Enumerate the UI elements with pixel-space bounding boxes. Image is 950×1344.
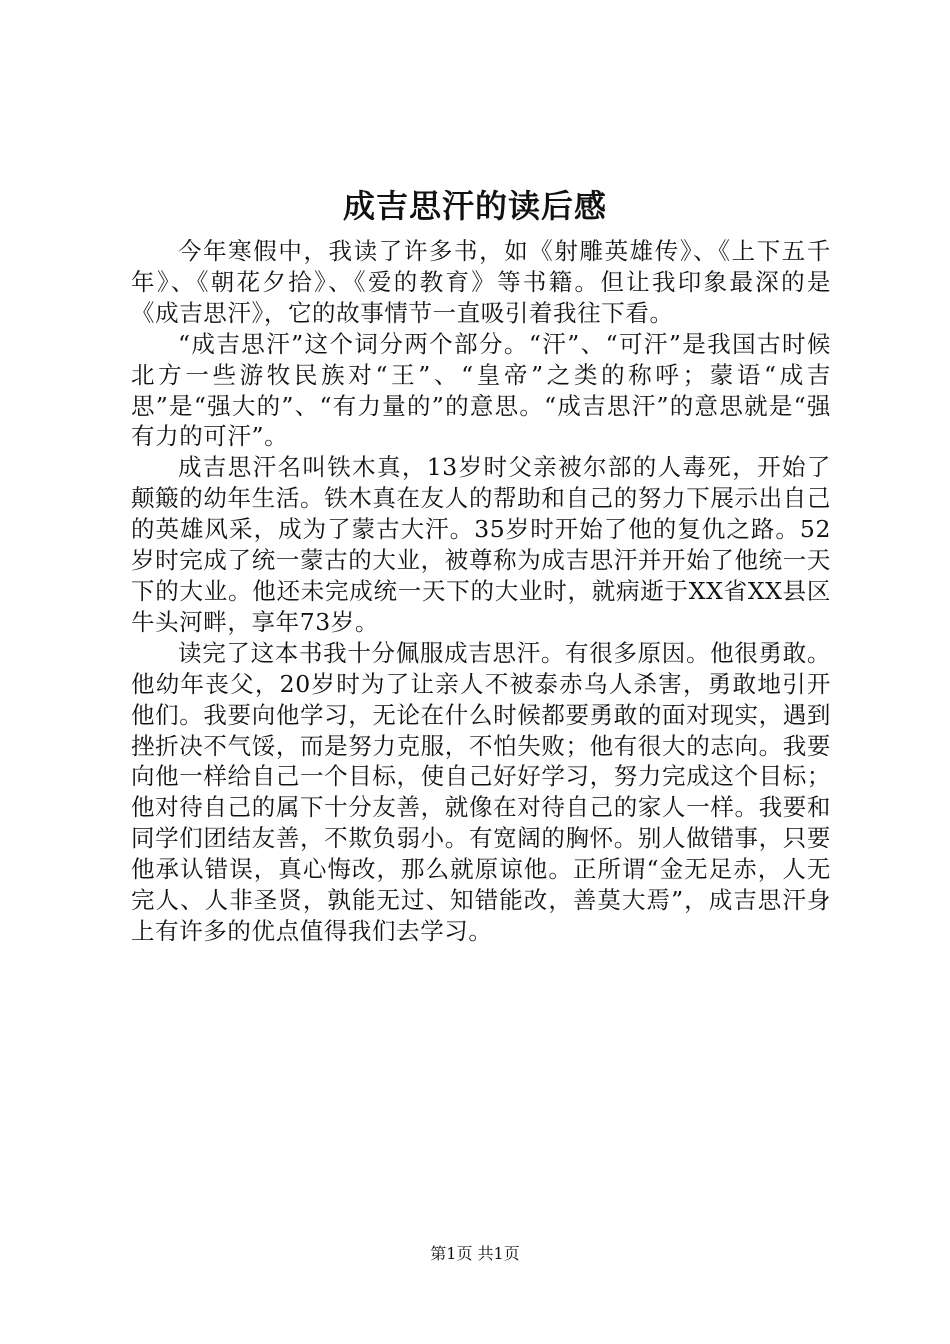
paragraph-1: 今年寒假中，我读了许多书，如《射雕英雄传》、《上下五千年》、《朝花夕拾》、《爱的教育》等书籍。但让我印象最深的是《成吉思汗》，它的故事情节一直吸引着我往下看。 [131, 237, 831, 327]
document-body [131, 236, 831, 947]
page-number-footer: 第1页 共1页 [430, 1244, 520, 1263]
paragraph-2: “成吉思汗”这个词分两个部分。“汗”、“可汗”是我国古时候北方一些游牧民族对“王”、“皇帝”之类的称呼；蒙语“成吉思”是“强大的”、“有力量的”的意思。“成吉思汗”的意思就是“强有力的可汗”。 [131, 329, 831, 451]
document-title: 成吉思汗的读后感 [342, 187, 607, 225]
paragraph-4: 读完了这本书我十分佩服成吉思汗。有很多原因。他很勇敢。他幼年丧父，20岁时为了让亲人不被泰赤乌人杀害，勇敢地引开他们。我要向他学习，无论在什么时候都要勇敢的面对现实，遇到挫折决不气馁，而是努力克服，不怕失败；他有很大的志向。我要向他一样给自己一个目标，使自己好好学习，努力完成这个目标；他对待自己的属下十分友善，就像在对待自己的家人一样。我要和同学们团结友善，不欺负弱小。有宽阔的胸怀。别人做错事，只要他承认错误，真心悔改，那么就原谅他。正所谓“金无足赤，人无完人、人非圣贤，孰能无过、知错能改，善莫大焉”，成吉思汗身上有许多的优点值得我们去学习。 [131, 638, 831, 945]
paragraph-3: 成吉思汗名叫铁木真，13岁时父亲被尔部的人毒死，开始了颠簸的幼年生活。铁木真在友人的帮助和自己的努力下展示出自己的英雄风采，成为了蒙古大汗。35岁时开始了他的复仇之路。52岁时完成了统一蒙古的大业，被尊称为成吉思汗并开始了他统一天下的大业。他还未完成统一天下的大业时，就病逝于XX省XX县区牛头河畔，享年73岁。 [131, 453, 831, 636]
